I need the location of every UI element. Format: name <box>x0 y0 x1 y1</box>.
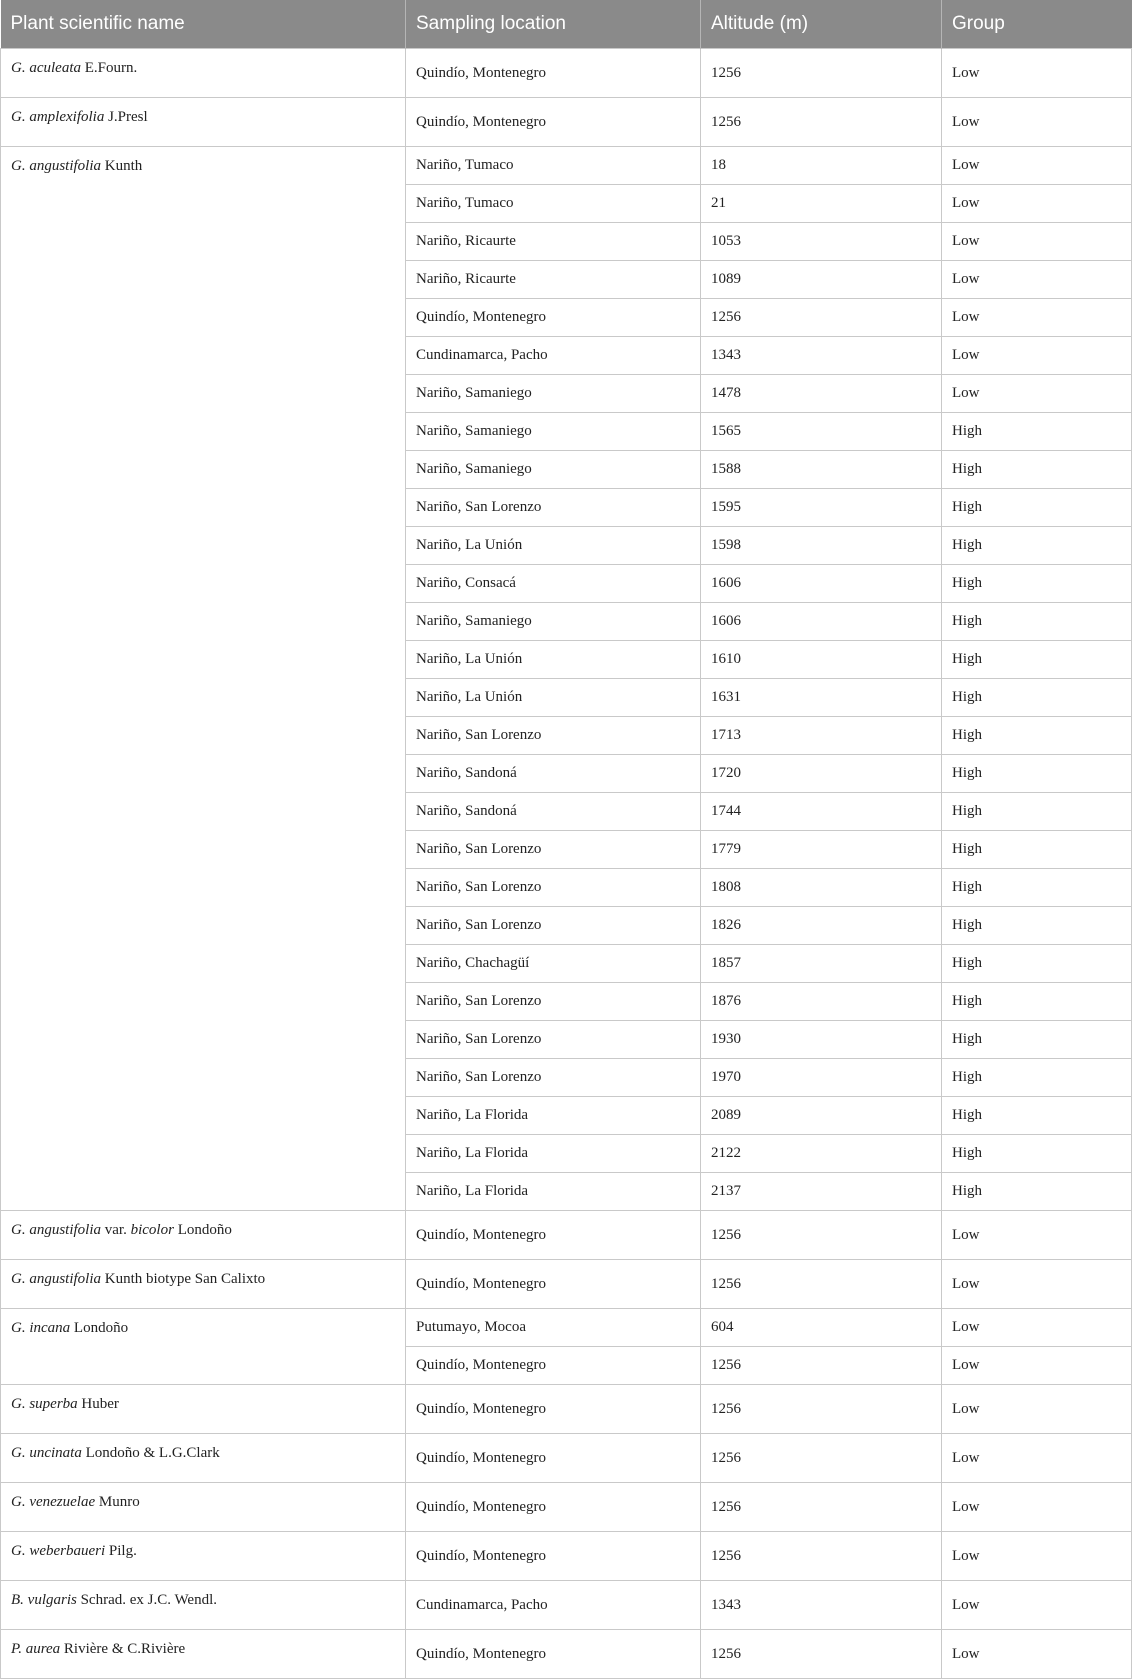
sampling-location-cell: Nariño, San Lorenzo <box>406 489 701 527</box>
group-cell: High <box>942 641 1132 679</box>
plant-name-cell <box>1 1434 406 1483</box>
sampling-location-cell: Nariño, San Lorenzo <box>406 983 701 1021</box>
sampling-location-cell: Nariño, La Florida <box>406 1135 701 1173</box>
altitude-cell: 1565 <box>701 413 942 451</box>
sampling-location-cell: Nariño, Tumaco <box>406 147 701 185</box>
group-cell: High <box>942 869 1132 907</box>
plant-name-italic: G. superba <box>11 1396 78 1412</box>
group-cell: Low <box>942 1581 1132 1630</box>
sampling-location-cell: Quindío, Montenegro <box>406 1347 701 1385</box>
sampling-location-cell: Nariño, Samaniego <box>406 413 701 451</box>
altitude-cell: 1606 <box>701 603 942 641</box>
plant-name-italic: G. amplexifolia <box>11 109 105 125</box>
group-cell: High <box>942 831 1132 869</box>
sampling-location-cell: Quindío, Montenegro <box>406 1434 701 1483</box>
plant-name-italic: G. angustifolia <box>11 158 102 174</box>
plant-name-cell <box>1 1385 406 1434</box>
altitude-cell: 1256 <box>701 299 942 337</box>
plant-name-italic: G. weberbaueri <box>11 1543 106 1559</box>
table-row <box>1 1309 1132 1347</box>
group-cell: High <box>942 679 1132 717</box>
sampling-location-cell: Nariño, Samaniego <box>406 375 701 413</box>
plant-name-text: Huber <box>77 1396 119 1412</box>
plant-name-text: Schrad. ex J.C. Wendl. <box>76 1592 218 1608</box>
plant-name-italic: G. angustifolia <box>11 1222 102 1238</box>
plant-name-text: Londoño <box>70 1320 129 1336</box>
altitude-cell: 1256 <box>701 98 942 147</box>
group-cell: Low <box>942 223 1132 261</box>
sampling-location-cell: Quindío, Montenegro <box>406 1211 701 1260</box>
table-row <box>1 1630 1132 1679</box>
altitude-cell: 1779 <box>701 831 942 869</box>
plant-name-italic: P. aurea <box>11 1641 61 1657</box>
altitude-cell: 1588 <box>701 451 942 489</box>
sampling-location-cell: Nariño, Sandoná <box>406 793 701 831</box>
group-cell: High <box>942 527 1132 565</box>
plant-name-cell <box>1 1483 406 1532</box>
altitude-cell: 1343 <box>701 1581 942 1630</box>
sampling-location-cell: Quindío, Montenegro <box>406 1630 701 1679</box>
group-cell: Low <box>942 1385 1132 1434</box>
plant-name-cell <box>1 1630 406 1679</box>
altitude-cell: 1826 <box>701 907 942 945</box>
group-cell: Low <box>942 1630 1132 1679</box>
group-cell: Low <box>942 49 1132 98</box>
plant-name-cell <box>1 147 406 1211</box>
plant-name-italic: B. vulgaris <box>11 1592 77 1608</box>
sampling-location-cell: Nariño, Ricaurte <box>406 261 701 299</box>
table-row <box>1 1532 1132 1581</box>
sampling-location-cell: Cundinamarca, Pacho <box>406 1581 701 1630</box>
plant-name-text: Munro <box>95 1494 140 1510</box>
plant-name-cell <box>1 1309 406 1385</box>
altitude-cell: 1876 <box>701 983 942 1021</box>
sampling-location-cell: Nariño, Tumaco <box>406 185 701 223</box>
plant-name-italic: G. venezuelae <box>11 1494 96 1510</box>
altitude-cell: 1598 <box>701 527 942 565</box>
sampling-location-cell: Quindío, Montenegro <box>406 49 701 98</box>
plant-name-text: Londoño <box>173 1222 232 1238</box>
plant-name-text: J.Presl <box>104 109 148 125</box>
sampling-location-cell: Nariño, La Unión <box>406 641 701 679</box>
sampling-location-cell: Cundinamarca, Pacho <box>406 337 701 375</box>
altitude-cell: 2137 <box>701 1173 942 1211</box>
sampling-location-cell: Nariño, San Lorenzo <box>406 717 701 755</box>
plant-name-text: Kunth biotype San Calixto <box>101 1271 266 1287</box>
table-body <box>1 49 1132 1679</box>
group-cell: High <box>942 755 1132 793</box>
altitude-cell: 1256 <box>701 1347 942 1385</box>
group-cell: Low <box>942 1434 1132 1483</box>
sampling-location-cell: Nariño, La Unión <box>406 679 701 717</box>
table-row <box>1 1434 1132 1483</box>
header-group: Group <box>942 0 1132 49</box>
sampling-location-cell: Nariño, Sandoná <box>406 755 701 793</box>
group-cell: High <box>942 413 1132 451</box>
plant-name-cell <box>1 1532 406 1581</box>
table-row <box>1 1385 1132 1434</box>
group-cell: Low <box>942 147 1132 185</box>
altitude-cell: 1478 <box>701 375 942 413</box>
plant-name-italic: G. angustifolia <box>11 1271 102 1287</box>
altitude-cell: 1256 <box>701 1630 942 1679</box>
plant-name-text: Londoño & L.G.Clark <box>81 1445 220 1461</box>
plant-name-cell <box>1 1260 406 1309</box>
group-cell: High <box>942 793 1132 831</box>
altitude-cell: 1256 <box>701 1385 942 1434</box>
altitude-cell: 1256 <box>701 1434 942 1483</box>
altitude-cell: 2122 <box>701 1135 942 1173</box>
sampling-location-cell: Nariño, Samaniego <box>406 603 701 641</box>
plant-name-cell <box>1 98 406 147</box>
sampling-location-cell: Nariño, La Florida <box>406 1173 701 1211</box>
plant-name-text: Pilg. <box>105 1543 137 1559</box>
table-row <box>1 49 1132 98</box>
table-row <box>1 147 1132 185</box>
altitude-cell: 1256 <box>701 1211 942 1260</box>
group-cell: High <box>942 907 1132 945</box>
group-cell: High <box>942 565 1132 603</box>
altitude-cell: 1256 <box>701 1483 942 1532</box>
group-cell: High <box>942 1097 1132 1135</box>
sampling-location-cell: Nariño, Ricaurte <box>406 223 701 261</box>
group-cell: Low <box>942 185 1132 223</box>
plant-name-cell <box>1 49 406 98</box>
group-cell: High <box>942 603 1132 641</box>
sampling-location-cell: Nariño, San Lorenzo <box>406 1059 701 1097</box>
plant-name-italic: G. uncinata <box>11 1445 82 1461</box>
header-altitude: Altitude (m) <box>701 0 942 49</box>
group-cell: High <box>942 945 1132 983</box>
altitude-cell: 1744 <box>701 793 942 831</box>
plant-name-text: var. <box>101 1222 131 1238</box>
group-cell: Low <box>942 98 1132 147</box>
group-cell: Low <box>942 375 1132 413</box>
sampling-location-cell: Nariño, Samaniego <box>406 451 701 489</box>
group-cell: Low <box>942 299 1132 337</box>
group-cell: High <box>942 1135 1132 1173</box>
altitude-cell: 1720 <box>701 755 942 793</box>
altitude-cell: 1256 <box>701 1260 942 1309</box>
header-sampling-location: Sampling location <box>406 0 701 49</box>
altitude-cell: 1713 <box>701 717 942 755</box>
table-row <box>1 1483 1132 1532</box>
group-cell: High <box>942 1059 1132 1097</box>
group-cell: High <box>942 489 1132 527</box>
group-cell: High <box>942 1173 1132 1211</box>
sampling-location-cell: Quindío, Montenegro <box>406 1483 701 1532</box>
plant-name-italic: bicolor <box>130 1222 174 1238</box>
sampling-location-cell: Nariño, Consacá <box>406 565 701 603</box>
sampling-location-cell: Nariño, La Florida <box>406 1097 701 1135</box>
plant-name-text: Rivière & C.Rivière <box>60 1641 186 1657</box>
altitude-cell: 1857 <box>701 945 942 983</box>
sampling-location-cell: Nariño, San Lorenzo <box>406 869 701 907</box>
altitude-cell: 1970 <box>701 1059 942 1097</box>
plant-name-text: E.Fourn. <box>80 60 138 76</box>
sampling-location-cell: Nariño, San Lorenzo <box>406 907 701 945</box>
plant-name-cell <box>1 1211 406 1260</box>
group-cell: High <box>942 983 1132 1021</box>
table-row <box>1 1260 1132 1309</box>
altitude-cell: 1606 <box>701 565 942 603</box>
sampling-location-cell: Nariño, Chachagüí <box>406 945 701 983</box>
plant-name-italic: G. incana <box>11 1320 71 1336</box>
header-row <box>1 0 1132 49</box>
sampling-location-cell: Quindío, Montenegro <box>406 1385 701 1434</box>
altitude-cell: 1089 <box>701 261 942 299</box>
group-cell: Low <box>942 1260 1132 1309</box>
sampling-location-cell: Quindío, Montenegro <box>406 299 701 337</box>
sampling-location-cell: Quindío, Montenegro <box>406 1532 701 1581</box>
altitude-cell: 1343 <box>701 337 942 375</box>
plant-name-text: Kunth <box>101 158 143 174</box>
group-cell: High <box>942 1021 1132 1059</box>
altitude-cell: 1808 <box>701 869 942 907</box>
group-cell: Low <box>942 337 1132 375</box>
group-cell: High <box>942 717 1132 755</box>
altitude-cell: 1256 <box>701 1532 942 1581</box>
group-cell: Low <box>942 1309 1132 1347</box>
sampling-location-cell: Putumayo, Mocoa <box>406 1309 701 1347</box>
altitude-cell: 21 <box>701 185 942 223</box>
sampling-location-cell: Quindío, Montenegro <box>406 98 701 147</box>
altitude-cell: 604 <box>701 1309 942 1347</box>
altitude-cell: 1930 <box>701 1021 942 1059</box>
group-cell: Low <box>942 261 1132 299</box>
table-header <box>1 0 1132 49</box>
altitude-cell: 1610 <box>701 641 942 679</box>
altitude-cell: 1631 <box>701 679 942 717</box>
group-cell: Low <box>942 1483 1132 1532</box>
table-row <box>1 1211 1132 1260</box>
plant-name-italic: G. aculeata <box>11 60 81 76</box>
group-cell: Low <box>942 1532 1132 1581</box>
altitude-cell: 1053 <box>701 223 942 261</box>
sampling-location-cell: Nariño, San Lorenzo <box>406 831 701 869</box>
sampling-location-cell: Nariño, San Lorenzo <box>406 1021 701 1059</box>
header-plant-name: Plant scientific name <box>1 0 406 49</box>
altitude-cell: 18 <box>701 147 942 185</box>
altitude-cell: 1595 <box>701 489 942 527</box>
altitude-cell: 1256 <box>701 49 942 98</box>
group-cell: Low <box>942 1347 1132 1385</box>
group-cell: High <box>942 451 1132 489</box>
group-cell: Low <box>942 1211 1132 1260</box>
altitude-cell: 2089 <box>701 1097 942 1135</box>
sampling-location-cell: Quindío, Montenegro <box>406 1260 701 1309</box>
sampling-location-cell: Nariño, La Unión <box>406 527 701 565</box>
table-row <box>1 98 1132 147</box>
